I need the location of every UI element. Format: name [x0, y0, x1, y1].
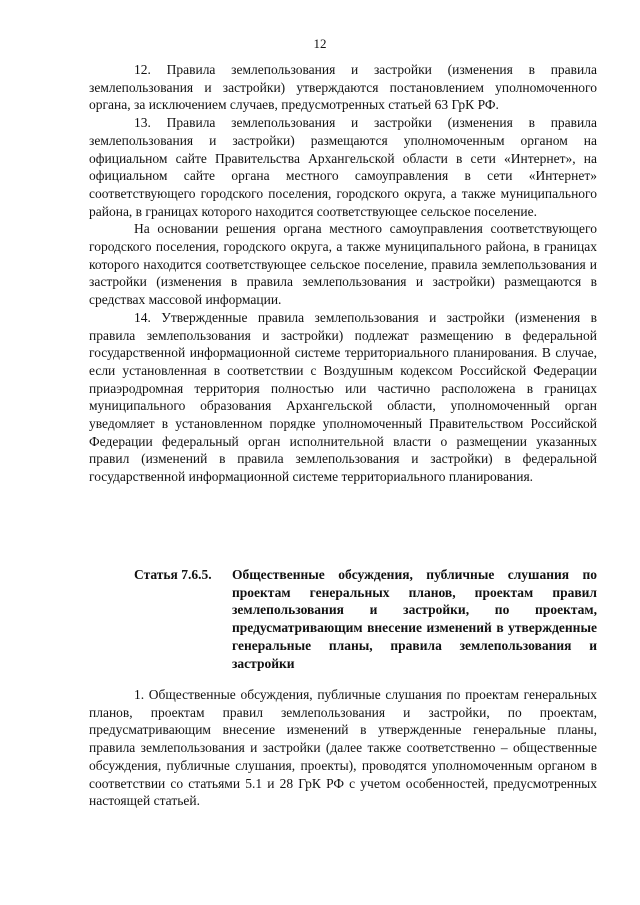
article-heading	[89, 566, 597, 672]
article-number: Статья 7.6.5.	[134, 567, 212, 582]
paragraph-13-continuation: На основании решения органа местного самоуправления соответствующего городского поселения, городского округа, а также муниципального района, в границах которого находится соответствующее сельское поселение, правила землепользования и застройки (изменения в правила землепользования и застройки) размещаются в средствах массовой информации.	[89, 221, 597, 308]
article-text	[89, 686, 597, 810]
main-text	[89, 61, 597, 486]
paragraph-12: 12. Правила землепользования и застройки (изменения в правила землепользования и застройки) утверждаются постановлением уполномоченного органа, за исключением случаев, предусмотренных статьей 63 ГрК РФ.	[89, 62, 597, 113]
paragraph-14: 14. Утвержденные правила землепользования и застройки (изменения в правила землепользования и застройки) подлежат размещению в федеральной государственной информационной системе территориального планирования. В случае, если установленная в соответствии с Воздушным кодексом Российской Федерации приаэродромная территория полностью или частично расположена в границах муниципального образования Архангельской области, уполномоченный орган уведомляет в установленном порядке уполномоченный Правительством Российской Федерации федеральный орган исполнительной власти о размещении указанных правил (изменений в правила землепользования и застройки) в федеральной государственной информационной системе территориального планирования.	[89, 309, 597, 485]
article-title: Общественные обсуждения, публичные слушания по проектам генеральных планов, проектам правил землепользования и застройки, по проектам, предусматривающим внесение изменений в утвержденные генеральные планы, правила землепользования и застройки	[232, 567, 597, 671]
page-number: 12	[313, 36, 327, 51]
article-paragraph-1: 1. Общественные обсуждения, публичные слушания по проектам генеральных планов, проектам правил землепользования и застройки, по проектам, предусматривающим внесение изменений в утвержденные генеральные планы, правила землепользования и застройки (далее также соответственно – общественные обсуждения, публичные слушания, проекты), проводятся уполномоченным органом в соответствии со статьями 5.1 и 28 ГрК РФ с учетом особенностей, предусмотренных настоящей статьей.	[89, 687, 597, 809]
paragraph-13: 13. Правила землепользования и застройки (изменения в правила землепользования и застройки) размещаются уполномоченным органом на официальном сайте Правительства Архангельской области в сети «Интернет», на официальном сайте органа местного самоуправления в сети «Интернет» соответствующего городского поселения, городского округа, а также муниципального района, в границах которого находится соответствующее сельское поселение.	[89, 115, 597, 219]
